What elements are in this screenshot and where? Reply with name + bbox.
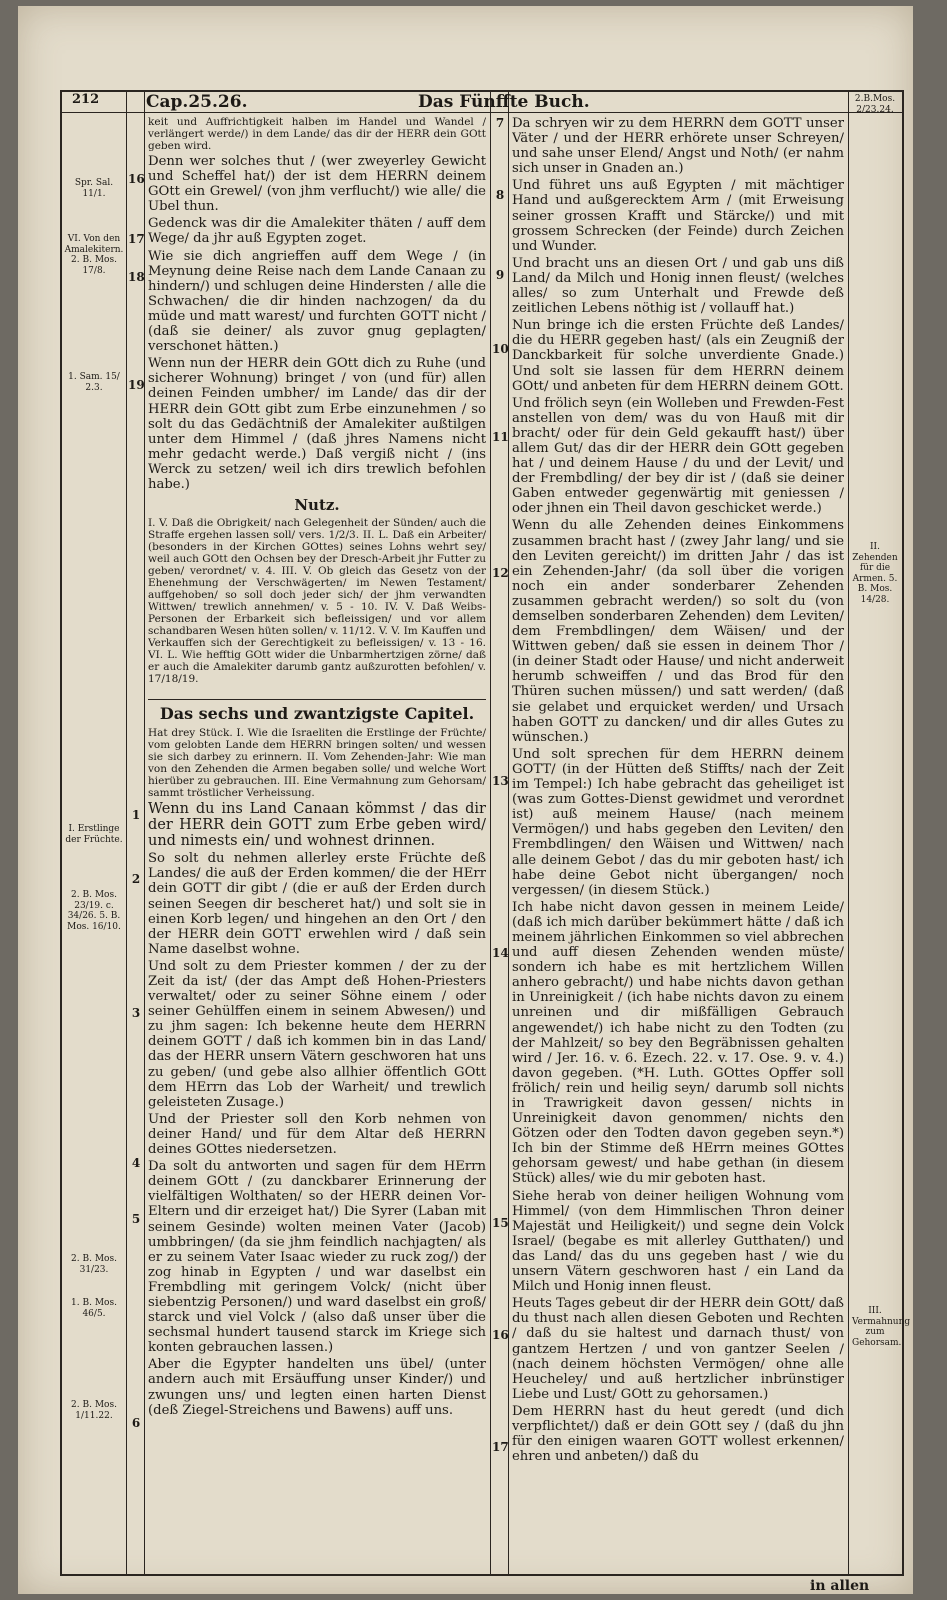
margin-note: 2. B. Mos. 1/11.22.: [71, 1400, 117, 1421]
verse-number: 15: [492, 1216, 509, 1230]
verse-1: Wenn du ins Land Canaan kömmst / das dir der HERR dein GOTT zum Erbe geben wird/ und nimests ein/ und wohnest drinnen.: [148, 801, 486, 850]
verse-number: 18: [128, 270, 145, 284]
right-verse-rule: [508, 90, 509, 1574]
verse-18: Wie sie dich angrieffen auff dem Wege / (in Meynung deine Reise nach dem Lande Canaan zu hindern/) und schlugen deine Hindersten / alle die Schwachen/ die dir hinden nachzogen/ da du müde und matt warest/ und furchten GOTT nicht / (daß sie deiner/ als zuvor gnug geplagten/ verschonet hätten.): [148, 248, 486, 355]
verse-number: 5: [131, 1212, 141, 1226]
book-title: Das Fünffte Buch.: [418, 92, 590, 112]
margin-note: 2. B. Mos. 23/19. c. 34/26. 5. B. Mos. 16/10.: [67, 890, 121, 932]
margin-note: II. Zehenden für die Armen. 5. B. Mos. 14/28.: [852, 542, 898, 605]
chapter-summary: Hat drey Stück. I. Wie die Israeliten die Erstlinge der Früchte/ vom gelobten Lande dem HERRN bringen solten/ und wessen sie sich darbey zu erinnern. II. Vom Zehenden-Jahr: Wie man von den Zehenden die Armen begaben solle/ und welche Wort hierüber zu gebrauchen. III. Eine Vermahnung zum Gehorsam/ sammt tröstlicher Verheissung.: [148, 727, 486, 800]
verse-17b: Dem HERRN hast du heut geredt (und dich verpflichtet/) daß er dein GOtt sey / (daß du jhn für den einigen waaren GOTT wollest erkennen/ ehren und anbeten/) daß du: [512, 1403, 844, 1465]
verse-number: 12: [492, 566, 509, 580]
verse-12: Wenn du alle Zehenden deines Einkommens zusammen bracht hast / (zwey Jahr lang/ und sie den Leviten gereicht/) im dritten Jahr / das ist ein Zehenden-Jahr/ (da soll über die vorigen noch ein ander sonderbarer Zehenden zusammen gebracht werden/) so solt du (von demselben sonderbaren Zehenden) dem Leviten/ dem Frembdlingen/ dem Wäisen/ und der Wittwen geben/ daß sie essen in deinem Thor / (in deiner Stadt oder Hause/ und nicht anderweit herumb schweiffen / und das Brod für den Thüren suchen müssen/) und satt werden/ (daß sie gelabet und erquicket werden/ und Ursach haben GOTT zu dancken/ und dir alles Gutes zu wünschen.): [512, 518, 844, 745]
margin-ref-header: 2.B.Mos. 2/23.24.: [854, 94, 896, 115]
verse-number: 11: [492, 430, 509, 444]
left-text-column: [148, 116, 486, 1566]
left-margin-rule: [126, 90, 127, 1574]
margin-note: 1. Sam. 15/ 2.3.: [68, 372, 120, 393]
verse-15: Siehe herab von deiner heiligen Wohnung vom Himmel/ (von dem Himmlischen Thron deiner Majestät und Heiligkeit/) und segne dein Volck Israel/ (begabe es mit allerley Gutthaten/) und das Land/ das du uns gegeben hast / wie du unsern Vätern geschworen hast / ein Land da Milch und Honig innen fleust.: [512, 1188, 844, 1295]
left-verse-rule: [144, 90, 145, 1574]
verse-number: 6: [131, 1416, 141, 1430]
verse-number: 7: [495, 116, 505, 130]
margin-note: VI. Von den Amalekitern. 2. B. Mos. 17/8.: [64, 234, 124, 276]
verse-number: 10: [492, 342, 509, 356]
verse-2: So solt du nehmen allerley erste Früchte deß Landes/ die auß der Erden kommen/ die der HErr dein GOTT dir gibt / (die er auß der Erden durch seinen Seegen dir bescheret hat/) und solt sie in einen Korb legen/ und hingehen an den Ort / den der HERR dein GOTT erwehlen wird / daß sein Name daselbst wohne.: [148, 851, 486, 957]
verse-number: 8: [495, 188, 505, 202]
verse-number: 1: [131, 808, 141, 822]
verse-number: 16: [128, 172, 145, 186]
margin-note: 2. B. Mos. 31/23.: [71, 1254, 117, 1275]
continuation-text: keit und Auffrichtigkeit halben im Handel und Wandel / verlängert werde/) in dem Lande/ das dir der HERR dein GOtt geben wird.: [148, 116, 486, 152]
verse-4: Und der Priester soll den Korb nehmen von deiner Hand/ und für dem Altar deß HERRN deines GOttes niedersetzen.: [148, 1111, 486, 1158]
verse-13: Und solt sprechen für dem HERRN deinem GOTT/ (in der Hütten deß Stiffts/ nach der Zeit im Tempel:) Ich habe gebracht das geheiliget ist (was zum Gottes-Dienst gewidmet und verordnet ist) auß meinem Hause/ (nach meinem Vermögen/) und habs gegeben den Leviten/ den Frembdlingen/ den Wäisen und Wittwen/ nach alle deinem Gebot / das du mir geboten hast/ ich habe deine Gebot nicht übergangen/ noch vergessen/ (in diesem Stück.): [512, 746, 844, 898]
verse-16b: Heuts Tages gebeut dir der HERR dein GOtt/ daß du thust nach allen diesen Geboten und Rechten / daß du sie haltest und darnach thust/ von gantzem Hertzen / und von gantzer Seelen / (nach deinem höchsten Vermögen/ ohne alle Heucheley/ und auß hertzlicher inbrünstiger Liebe und Lust/ GOtt zu gehorsamen.): [512, 1296, 844, 1402]
margin-note: 1. B. Mos. 46/5.: [71, 1298, 117, 1319]
verse-number: 3: [131, 1006, 141, 1020]
book-page: [18, 6, 913, 1594]
verse-number: 14: [492, 946, 509, 960]
verse-10: Nun bringe ich die ersten Früchte deß Landes/ die du HERR gegeben hast/ (als ein Zeugniß der Danckbarkeit für solche unverdiente Gnade.) Und solt sie lassen für dem HERRN deinem GOtt/ und anbeten für dem HERRN deinem GOtt.: [512, 318, 844, 394]
right-text-column: [512, 116, 844, 1566]
verse-16: Denn wer solches thut / (wer zweyerley Gewicht und Scheffel hat/) der ist dem HERRN deinem GOtt ein Grewel/ (von jhm verflucht/) wie alle/ die Ubel thun.: [148, 154, 486, 215]
verse-6: Aber die Egypter handelten uns übel/ (unter andern auch mit Ersäuffung unser Kinder/) und zwungen uns/ und legten einen harten Dienst (deß Ziegel-Streichens und Bawens) auff uns.: [148, 1357, 486, 1418]
verse-7: Da schryen wir zu dem HERRN dem GOTT unser Väter / und der HERR erhörete unser Schreyen/ und sahe unser Elend/ Angst und Noth/ (er nahm sich unser in Gnaden an.): [512, 116, 844, 177]
verse-14: Ich habe nicht davon gessen in meinem Leide/ (daß ich mich darüber bekümmert hätte / daß ich meinem jährlichen Einkommen so viel abbrechen und auff diesen Zehenden wenden müste/ sondern ich habe es mit hertzlichem Willen anhero gebracht/) und habe nichts davon gethan in Unreinigkeit / (ich habe nichts davon zu einem unreinen und dir mißfälligen Gebrauch angewendet/) ich habe nicht zu den Todten (zu der Mahlzeit/ so bey den Begräbnissen gehalten wird / Jer. 16. v. 6. Ezech. 22. v. 17. Ose. 9. v. 4.) davon gegeben. (*H. Luth. GOttes Opffer soll frölich/ rein und heilig seyn/ darumb soll nichts in Trawrigkeit davon gessen/ nichts in Unreinigkeit davon genommen/ nichts den Götzen oder den Todten davon gegeben seyn.*) Ich bin der Stimme deß HErrn meines GOttes gehorsam gewest/ und habe gethan (in diesem Stück) alles/ wie du mir geboten hast.: [512, 899, 844, 1187]
header-rule: [60, 112, 902, 113]
verse-5: Da solt du antworten und sagen für dem HErrn deinem GOtt / (zu danckbarer Erinnerung der vielfältigen Wolthaten/ so der HERR deinen Vor-Eltern und dir erzeiget hat/) Die Syrer (Laban mit seinem Gesinde) wolten meinen Vater (Jacob) umbbringen/ (da sie jhm feindlich nachjagten/ als er zu seinem Vater Isaac wieder zu ruck zog/) der zog hinab in Egypten / und war daselbst ein Frembdling mit geringem Volck/ (nicht über siebentzig Personen/) und ward daselbst ein groß/ starck und viel Volck / (also daß unser über die sechsmal hundert tausend starck im Kriege sich konten gebrauchen lassen.): [148, 1159, 486, 1356]
verse-8: Und führet uns auß Egypten / mit mächtiger Hand und außgerecktem Arm / (mit Erweisung seiner grossen Krafft und Stärcke/) und mit grossem Schrecken (der Feinde) durch Zeichen und Wunder.: [512, 178, 844, 254]
verse-9: Und bracht uns an diesen Ort / und gab uns diß Land/ da Milch und Honig innen fleust/ (welches alles/ so zum Unterhalt und Frewde deß zeitlichen Lebens nöthig ist / vollauff hat.): [512, 255, 844, 317]
margin-note: I. Erstlinge der Früchte.: [65, 824, 123, 845]
verse-11: Und frölich seyn (ein Wolleben und Frewden-Fest anstellen von dem/ was du von Hauß mit dir bracht/ oder für dein Geld gekaufft hast/) über allem Gut/ das dir der HERR dein GOtt gegeben hat / und deinem Hause / du und der Levit/ und der Frembdling/ der bey dir ist / (daß sie deiner Gaben entweder gegenwärtig mit geniessen / oder jhnen ein Theil davon geschicket werde.): [512, 395, 844, 517]
margin-note: Spr. Sal. 11/1.: [74, 178, 114, 199]
chapter-heading: Das sechs und zwantzigste Capitel.: [148, 699, 486, 721]
verse-number: 2: [131, 872, 141, 886]
column-divider: [490, 90, 491, 1574]
verse-number: 4: [131, 1156, 141, 1170]
nutz-text: I. V. Daß die Obrigkeit/ nach Gelegenheit der Sünden/ auch die Straffe ergehen lassen soll/ vers. 1/2/3. II. L. Daß ein Arbeiter/ (besonders in der Kirchen GOttes) seines Lohns wehrt sey/ weil auch GOtt den Ochsen bey der Dresch-Arbeit jhr Futter zu geben/ verordnet/ v. 4. III. V. Ob gleich das Gesetz von der Ehenehmung der Verschwägerten/ im Newen Testament/ auffgehoben/ so soll doch jeder sich/ der jhm verwandten Wittwen/ trewlich annehmen/ v. 5 - 10. IV. V. Daß Weibs-Personen der Erbarkeit sich befleissigen/ und vor allem schandbaren Wesen hüten sollen/ v. 11/12. V. V. Im Kauffen und Verkauffen sich der Gerechtigkeit zu befleissigen/ v. 13 - 16. VI. L. Wie hefftig GOtt wider die Unbarmhertzigen zörne/ daß er auch die Amalekiter darumb gantz außzurotten befohlen/ v. 17/18/19.: [148, 517, 486, 686]
verse-number: 17: [492, 1440, 509, 1454]
verse-19: Wenn nun der HERR dein GOtt dich zu Ruhe (und sicherer Wohnung) bringet / von (und für) allen deinen Feinden umbher/ im Lande/ das dir der HERR dein GOtt gibt zum Erbe einzunehmen / so solt du das Gedächtniß der Amalekiter außtilgen unter dem Himmel / (daß jhres Namens nicht mehr gedacht werde.) Daß vergiß nicht / (ins Werck zu setzen/ weil ich dirs trewlich befohlen habe.): [148, 356, 486, 492]
verse-number: 9: [495, 268, 505, 282]
verse-number: 19: [128, 378, 145, 392]
verse-number: 16: [492, 1328, 509, 1342]
margin-note: III. Vermahnung zum Gehorsam.: [852, 1306, 911, 1348]
verse-number: 13: [492, 774, 509, 788]
verse-number: 17: [128, 232, 145, 246]
chapter-header: Cap.25.26.: [146, 92, 248, 112]
verse-17: Gedenck was dir die Amalekiter thäten / auff dem Wege/ da jhr auß Egypten zoget.: [148, 216, 486, 247]
right-margin-rule: [848, 90, 849, 1574]
nutz-heading: Nutz.: [294, 496, 340, 515]
verse-3: Und solt zu dem Priester kommen / der zu der Zeit da ist/ (der das Ampt deß Hohen-Priesters verwaltet/ oder zu seiner Söhne einem / oder seiner Gehülffen einem in seinem Abwesen/) und zu jhm sagen: Ich bekenne heute dem HERRN deinem GOTT / daß ich kommen bin in das Land/ das der HERR unsern Vätern geschworen hat uns zu geben/ (und gebe also allhier öffentlich GOtt dem HErrn das Lob der Warheit/ und trewlich geleisteten Zusage.): [148, 958, 486, 1110]
catchword: in allen: [810, 1578, 870, 1594]
page-number: 212: [72, 92, 100, 107]
